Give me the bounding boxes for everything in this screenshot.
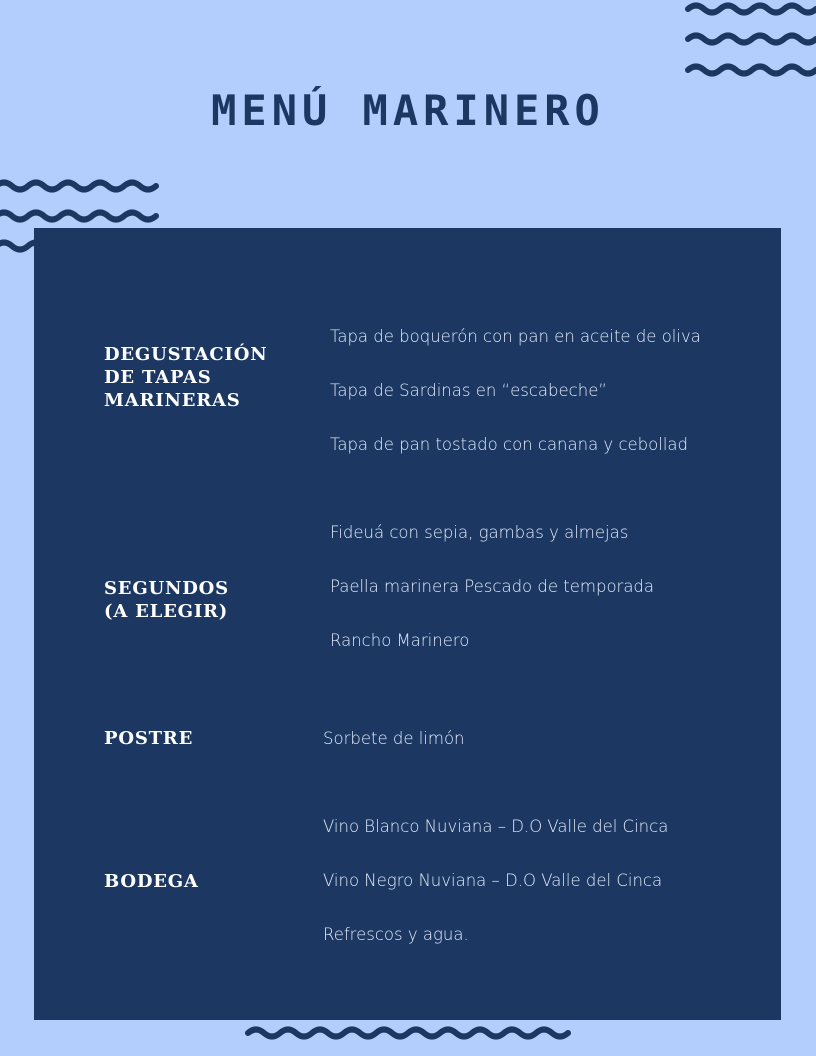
section-heading: DEGUSTACIÓN DE TAPAS MARINERAS (104, 344, 268, 411)
section-heading: POSTRE (104, 728, 194, 749)
wave-decoration-bottom (244, 1024, 580, 1044)
list-item: Paella marinera Pescado de temporada (330, 577, 655, 596)
section-heading: BODEGA (104, 871, 199, 892)
list-item: Rancho Marinero (330, 631, 470, 650)
list-item: Refrescos y agua. (323, 925, 469, 944)
wave-decoration-top-right (684, 0, 816, 82)
list-item: Vino Negro Nuviana – D.O Valle del Cinca (323, 871, 663, 890)
list-item: Fideuá con sepia, gambas y almejas (330, 523, 629, 542)
dish-list (323, 728, 465, 782)
page-title: MENÚ MARINERO (211, 86, 605, 135)
list-item: Tapa de Sardinas en “escabeche” (330, 381, 607, 400)
list-item: Tapa de pan tostado con canana y cebollad (330, 435, 688, 454)
list-item: Sorbete de limón (323, 729, 465, 748)
dish-list (330, 326, 701, 488)
dish-list (323, 816, 668, 978)
menu-panel (34, 228, 781, 1020)
section-heading: SEGUNDOS (A ELEGIR) (104, 578, 229, 622)
list-item: Vino Blanco Nuviana – D.O Valle del Cinca (323, 817, 669, 836)
dish-list (330, 522, 654, 684)
list-item: Tapa de boquerón con pan en aceite de oliva (330, 327, 701, 346)
